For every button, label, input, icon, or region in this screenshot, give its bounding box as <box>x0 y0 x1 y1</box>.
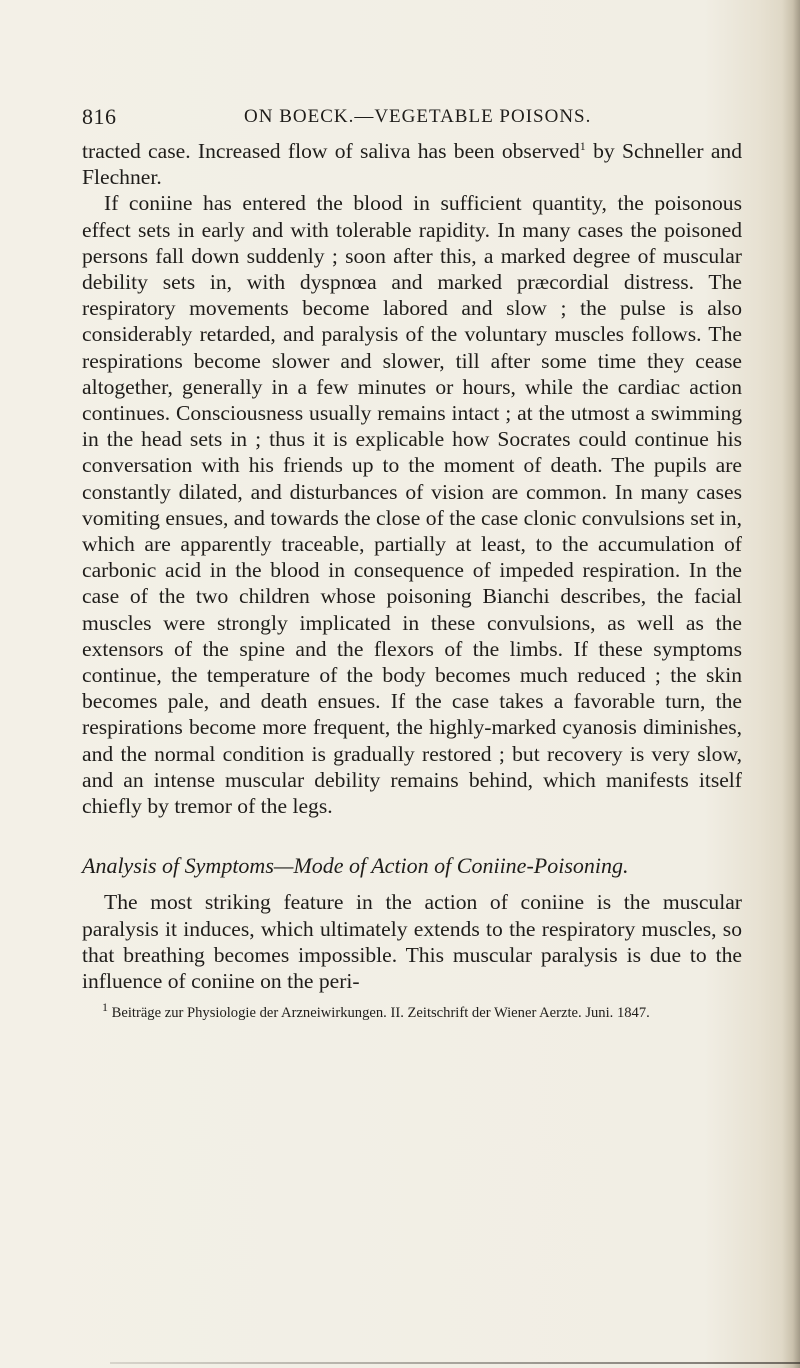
footnote-text: Beiträge zur Physiologie der Arzneiwirkungen. II. Zeitschrift der Wiener Aerzte. Juni. 1847. <box>108 1005 650 1021</box>
page-number: 816 <box>82 104 117 129</box>
running-title: ON BOECK.—VEGETABLE POISONS. <box>244 106 592 127</box>
paragraph-text: by Schneller and Flechner. <box>82 139 742 190</box>
paragraph-text: tracted case. Increased flow of saliva has been observed <box>82 139 580 163</box>
page-bottom-edge <box>110 1362 800 1364</box>
section-heading: Analysis of Symptoms—Mode of Action of Coniine-Poisoning. <box>82 853 629 879</box>
paragraph-analysis: The most striking feature in the action of coniine is the muscular paralysis it induces, which ultimately extends to the respiratory muscles, so that breathing becomes impossible. This muscular paralysis is due to the influence of coniine on the peri- <box>82 890 742 994</box>
main-text <box>82 138 742 994</box>
footnote-mark: 1 <box>102 1000 108 1015</box>
running-head <box>82 104 742 134</box>
footnote-reference: 1 <box>579 138 586 153</box>
footnote <box>82 1000 742 1022</box>
paragraph-continued <box>82 138 742 190</box>
paragraph-symptoms: If coniine has entered the blood in sufficient quantity, the poisonous effect sets in early and with tolerable rapidity. In many cases the poisoned persons fall down suddenly ; soon after this, a marked degree of muscular debility sets in, with dyspnœa and marked præcordial distress. The respiratory movements become labored and slow ; the pulse is also considerably retarded, and paralysis of the voluntary muscles follows. The respirations become slower and slower, till after some time they cease altogether, generally in a few minutes or hours, while the cardiac action continues. Consciousness usually remains intact ; at the utmost a swimming in the head sets in ; thus it is explicable how Socrates could continue his conversation with his friends up to the moment of death. The pupils are constantly dilated, and disturbances of vision are common. In many cases vomiting ensues, and towards the close of the case clonic convulsions set in, which are apparently traceable, partially at least, to the accumulation of carbonic acid in the blood in consequence of impeded respiration. In the case of the two children whose poisoning Bianchi describes, the facial muscles were strongly implicated in these convulsions, as well as the extensors of the spine and the flexors of the limbs. If these symptoms continue, the temperature of the body becomes much reduced ; the skin becomes pale, and death ensues. If the case takes a favorable turn, the respirations become more frequent, the highly-marked cyanosis diminishes, and the normal condition is gradually restored ; but recovery is very slow, and an intense muscular debility remains behind, which manifests itself chiefly by tremor of the legs. <box>82 191 742 819</box>
page-edge-shadow <box>782 0 800 1368</box>
